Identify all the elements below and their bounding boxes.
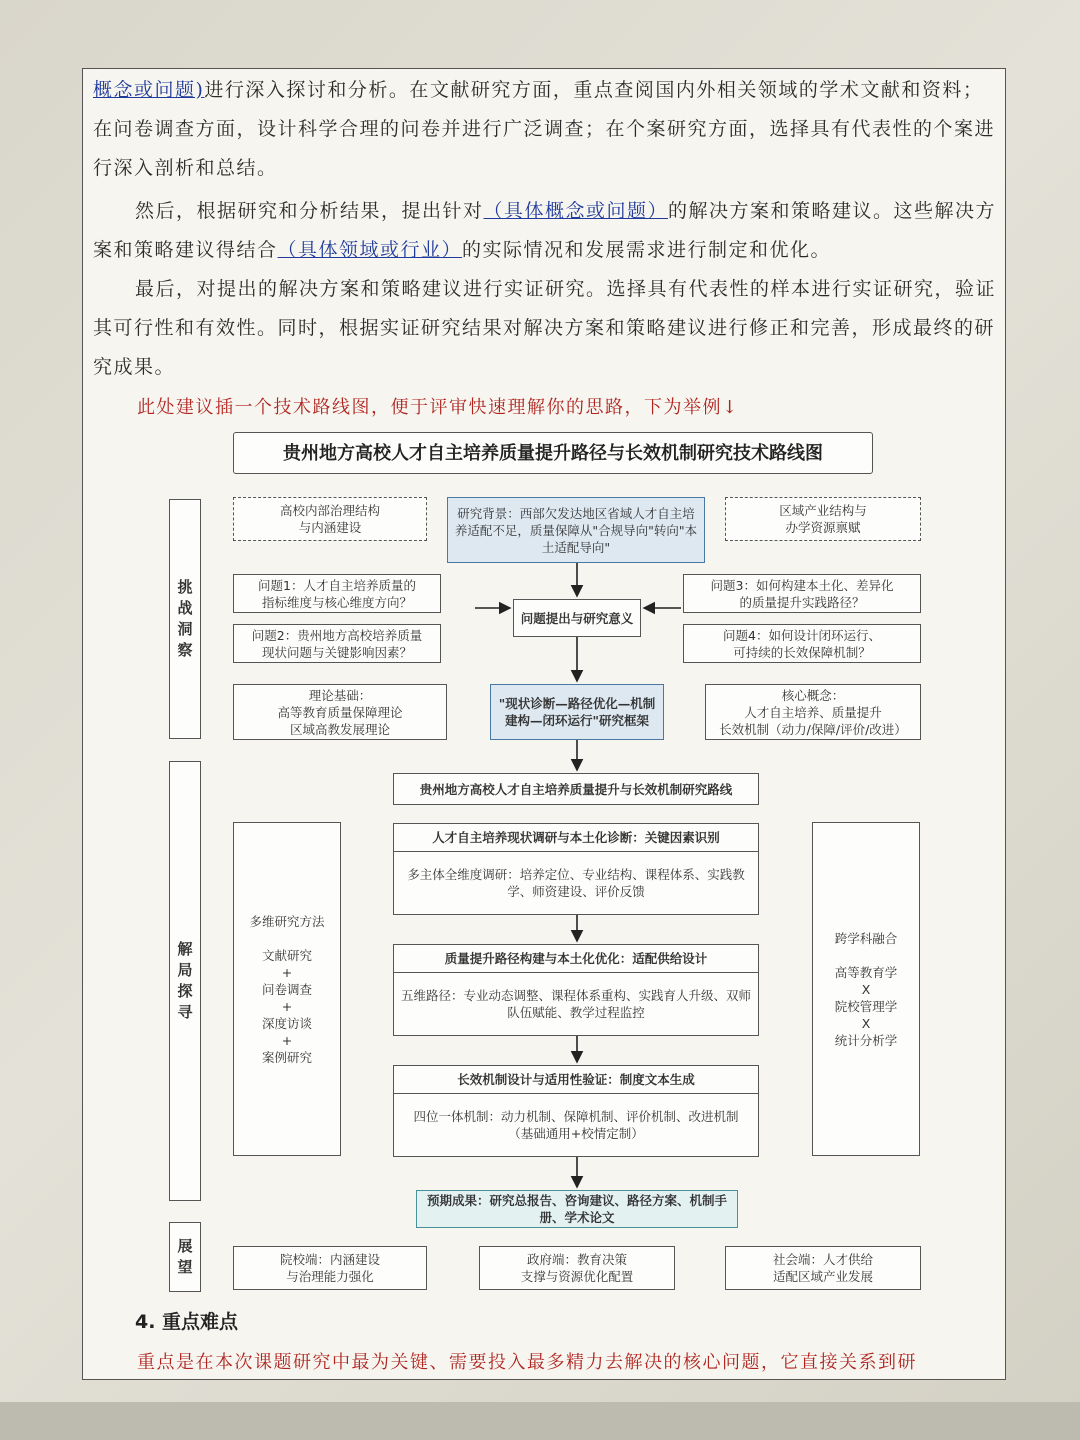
governance-node: 高校内部治理结构 与内涵建设 [233,497,427,541]
step-3-body: 四位一体机制：动力机制、保障机制、评价机制、改进机制 （基础通用+校情定制） [413,1108,739,1141]
diagram-title: 贵州地方高校人才自主培养质量提升路径与长效机制研究技术路线图 [233,432,873,474]
paragraph-solutions-text-2: 的解决方案和策略建议。这些解决方案和策略建议得结合 [93,200,997,261]
paragraph-methods-text: 进行深入探讨和分析。在文献研究方面，重点查阅国内外相关领域的学术文献和资料；在问卷调查方面，设计科学合理的问卷并进行广泛调查；在个案研究方面，选择具有代表性的个案进行深入剖析和总结。 [93,79,996,179]
problem-3-node: 问题3：如何构建本土化、差异化 的质量提升实践路径？ [683,574,921,613]
outlook-society-node: 社会端：人才供给 适配区域产业发展 [725,1246,921,1290]
placeholder-concept: （具体概念或问题） [483,200,669,222]
step-2-node [393,944,759,1036]
expected-results-node: 预期成果：研究总报告、咨询建议、路径方案、机制手册、学术论文 [416,1190,738,1228]
problem-4-node: 问题4：如何设计闭环运行、 可持续的长效保障机制？ [683,624,921,663]
regional-industry-node: 区域产业结构与 办学资源禀赋 [725,497,921,541]
step-1-body: 多主体全维度调研：培养定位、专业结构、课程体系、实践教学、师资建设、评价反馈 [407,866,745,899]
research-route-node: 贵州地方高校人才自主培养质量提升与长效机制研究路线 [393,773,759,805]
paragraph-solutions-text-3: 的实际情况和发展需求进行制定和优化。 [462,239,832,261]
step-3-title: 长效机制设计与适用性验证：制度文本生成 [394,1066,758,1094]
stage-solution-label: 解 局 探 寻 [169,761,201,1201]
core-concepts-node: 核心概念： 人才自主培养、质量提升 长效机制（动力/保障/评价/改进） [705,684,921,740]
interdisciplinary-node: 跨学科融合 高等教育学 X 院校管理学 X 统计分析学 [812,822,920,1156]
document-page [82,68,1006,1380]
research-framework-node: "现状诊断—路径优化—机制建构—闭环运行"研究框架 [490,684,664,740]
step-1-title: 人才自主培养现状调研与本土化诊断：关键因素识别 [394,824,758,852]
paragraph-solutions-text-1: 然后，根据研究和分析结果，提出针对 [135,200,484,222]
step-1-node [393,823,759,915]
problem-statement-node: 问题提出与研究意义 [513,599,641,637]
step-3-node [393,1065,759,1157]
roadmap-suggestion-note: 此处建议插一个技术路线图，便于评审快速理解你的思路，下为举例↓ [137,397,739,418]
outlook-institution-node: 院校端：内涵建设 与治理能力强化 [233,1246,427,1290]
placeholder-concept-link: 概念或问题) [93,79,205,101]
paragraph-validation: 最后，对提出的解决方案和策略建议进行实证研究。选择具有代表性的样本进行实证研究，验证其可行性和有效性。同时，根据实证研究结果对解决方案和策略建议进行修正和完善，形成最终的研究成果。 [93,278,997,378]
step-2-body: 五维路径：专业动态调整、课程体系重构、实践育人升级、双师队伍赋能、教学过程监控 [400,987,751,1020]
background-shadow [0,1402,1080,1440]
theory-basis-node: 理论基础： 高等教育质量保障理论 区域高教发展理论 [233,684,447,740]
problem-1-node: 问题1：人才自主培养质量的 指标维度与核心维度方向？ [233,574,441,613]
research-background-node: 研究背景：西部欠发达地区省域人才自主培养适配不足，质量保障从"合规导向"转向"本土适配导向" [447,497,705,563]
placeholder-field: （具体领域或行业） [277,239,463,261]
key-points-paragraph: 重点是在本次课题研究中最为关键、需要投入最多精力去解决的核心问题，它直接关系到研 [137,1352,917,1373]
problem-2-node: 问题2：贵州地方高校培养质量 现状问题与关键影响因素？ [233,624,441,663]
stage-challenge-label: 挑 战 洞 察 [169,499,201,739]
stage-outlook-label: 展 望 [169,1222,201,1292]
step-2-title: 质量提升路径构建与本土化优化：适配供给设计 [394,945,758,973]
paragraph-methods [93,71,997,188]
paragraph-solutions [93,192,997,270]
section-heading: 4. 重点难点 [135,1311,239,1333]
methods-node: 多维研究方法 文献研究 + 问卷调查 + 深度访谈 + 案例研究 [233,822,341,1156]
outlook-government-node: 政府端：教育决策 支撑与资源优化配置 [479,1246,675,1290]
